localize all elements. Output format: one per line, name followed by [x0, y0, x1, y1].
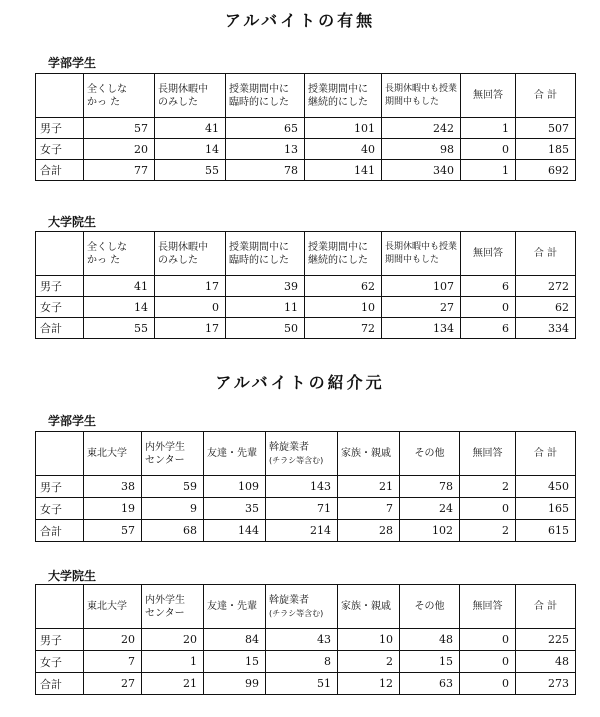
header-cell: 斡旋業者 (チラシ等含む)	[266, 585, 338, 629]
table-cell: 99	[204, 673, 266, 695]
table-cell: 78	[400, 476, 460, 498]
table-cell: 0	[460, 673, 516, 695]
table-cell: 98	[382, 139, 461, 160]
table-cell: 57	[84, 118, 155, 139]
table-cell: 77	[84, 160, 155, 181]
row-label: 男子	[36, 118, 84, 139]
table-cell: 72	[305, 318, 382, 339]
table-cell: 1	[461, 160, 516, 181]
table-cell: 102	[400, 520, 460, 542]
header-cell: 合 計	[516, 232, 576, 276]
table-subtitle-undergrad: 学部学生	[48, 414, 97, 428]
table-cell: 6	[461, 276, 516, 297]
table-cell: 141	[305, 160, 382, 181]
header-cell: 長期休暇中も授業 期間中もした	[382, 74, 461, 118]
table-cell: 1	[142, 651, 204, 673]
table-cell: 35	[204, 498, 266, 520]
header-cell: 内外学生 センター	[142, 432, 204, 476]
row-label: 女子	[36, 498, 84, 520]
table-cell: 7	[84, 651, 142, 673]
header-cell: 合 計	[516, 585, 576, 629]
row-label: 男子	[36, 476, 84, 498]
table-row	[36, 498, 576, 520]
header-corner-cell	[36, 232, 84, 276]
table-header-row	[36, 232, 576, 276]
table-cell: 242	[382, 118, 461, 139]
header-cell: 無回答	[460, 585, 516, 629]
table-cell: 48	[400, 629, 460, 651]
table-cell: 19	[84, 498, 142, 520]
table-cell: 2	[338, 651, 400, 673]
table-cell: 340	[382, 160, 461, 181]
table-row	[36, 139, 576, 160]
header-cell: 家族・親戚	[338, 585, 400, 629]
table-header-row	[36, 432, 576, 476]
header-cell: 全くしな かっ た	[84, 74, 155, 118]
table-cell: 21	[338, 476, 400, 498]
table-cell: 0	[461, 297, 516, 318]
table-cell: 62	[516, 297, 576, 318]
table-row	[36, 160, 576, 181]
header-cell: 東北大学	[84, 432, 142, 476]
table-cell: 39	[226, 276, 305, 297]
section-title-arbeit-referral: アルバイトの紹介元	[215, 373, 385, 392]
table-cell: 51	[266, 673, 338, 695]
header-cell: 長期休暇中 のみした	[155, 74, 226, 118]
table-cell: 20	[142, 629, 204, 651]
table-cell: 15	[204, 651, 266, 673]
table-cell: 20	[84, 629, 142, 651]
row-label: 女子	[36, 139, 84, 160]
table-row	[36, 476, 576, 498]
table-header-row	[36, 585, 576, 629]
table-cell: 28	[338, 520, 400, 542]
table-cell: 143	[266, 476, 338, 498]
table-cell: 55	[84, 318, 155, 339]
table-cell: 27	[84, 673, 142, 695]
header-cell: 授業期間中に 継続的にした	[305, 74, 382, 118]
table-row	[36, 118, 576, 139]
table-cell: 225	[516, 629, 576, 651]
table-cell: 0	[460, 629, 516, 651]
table-cell: 84	[204, 629, 266, 651]
header-cell: 長期休暇中も授業 期間中もした	[382, 232, 461, 276]
table-cell: 214	[266, 520, 338, 542]
header-cell: 授業期間中に 臨時的にした	[226, 232, 305, 276]
table-row	[36, 318, 576, 339]
table-cell: 15	[400, 651, 460, 673]
table-cell: 38	[84, 476, 142, 498]
table-cell: 63	[400, 673, 460, 695]
table-cell: 50	[226, 318, 305, 339]
table-cell: 6	[461, 318, 516, 339]
table-cell: 48	[516, 651, 576, 673]
row-label: 女子	[36, 297, 84, 318]
table-cell: 0	[460, 498, 516, 520]
table-row	[36, 520, 576, 542]
row-label: 合計	[36, 520, 84, 542]
section-title-arbeit-status: アルバイトの有無	[224, 11, 376, 30]
table-row	[36, 651, 576, 673]
header-cell: 友達・先輩	[204, 432, 266, 476]
table-cell: 14	[84, 297, 155, 318]
row-label: 合計	[36, 673, 84, 695]
table-cell: 507	[516, 118, 576, 139]
header-cell: 無回答	[460, 432, 516, 476]
table-cell: 107	[382, 276, 461, 297]
table-cell: 101	[305, 118, 382, 139]
table-cell: 165	[516, 498, 576, 520]
table-cell: 12	[338, 673, 400, 695]
table-subtitle-undergrad: 学部学生	[48, 56, 97, 70]
table-cell: 615	[516, 520, 576, 542]
table-cell: 1	[461, 118, 516, 139]
header-cell: 東北大学	[84, 585, 142, 629]
table-cell: 59	[142, 476, 204, 498]
header-cell: 全くしな かっ た	[84, 232, 155, 276]
table-cell: 0	[155, 297, 226, 318]
row-label: 合計	[36, 160, 84, 181]
header-cell: 無回答	[461, 74, 516, 118]
table-cell: 10	[305, 297, 382, 318]
table-subtitle-grad: 大学院生	[48, 569, 97, 583]
table-cell: 185	[516, 139, 576, 160]
table-row	[36, 673, 576, 695]
table-row	[36, 297, 576, 318]
table-cell: 10	[338, 629, 400, 651]
row-label: 男子	[36, 629, 84, 651]
table-header-row	[36, 74, 576, 118]
table-cell: 41	[155, 118, 226, 139]
table-subtitle-grad: 大学院生	[48, 215, 97, 229]
header-corner-cell	[36, 585, 84, 629]
table-arbeit-referral-undergrad	[35, 431, 576, 542]
table-cell: 62	[305, 276, 382, 297]
table-cell: 17	[155, 276, 226, 297]
table-cell: 2	[460, 520, 516, 542]
header-cell: 友達・先輩	[204, 585, 266, 629]
header-corner-cell	[36, 432, 84, 476]
table-cell: 57	[84, 520, 142, 542]
table-cell: 55	[155, 160, 226, 181]
table-cell: 334	[516, 318, 576, 339]
table-arbeit-status-grad	[35, 231, 576, 339]
table-cell: 41	[84, 276, 155, 297]
header-cell: 授業期間中に 継続的にした	[305, 232, 382, 276]
table-cell: 7	[338, 498, 400, 520]
table-cell: 0	[461, 139, 516, 160]
header-cell: その他	[400, 432, 460, 476]
header-cell: 長期休暇中 のみした	[155, 232, 226, 276]
table-cell: 43	[266, 629, 338, 651]
header-cell: 合 計	[516, 432, 576, 476]
table-cell: 17	[155, 318, 226, 339]
table-cell: 8	[266, 651, 338, 673]
header-cell: 無回答	[461, 232, 516, 276]
table-cell: 692	[516, 160, 576, 181]
table-row	[36, 276, 576, 297]
table-cell: 68	[142, 520, 204, 542]
table-cell: 2	[460, 476, 516, 498]
table-cell: 40	[305, 139, 382, 160]
header-cell: 授業期間中に 臨時的にした	[226, 74, 305, 118]
table-cell: 11	[226, 297, 305, 318]
table-cell: 21	[142, 673, 204, 695]
row-label: 合計	[36, 318, 84, 339]
table-cell: 9	[142, 498, 204, 520]
table-cell: 71	[266, 498, 338, 520]
table-cell: 450	[516, 476, 576, 498]
table-cell: 109	[204, 476, 266, 498]
table-cell: 13	[226, 139, 305, 160]
table-cell: 27	[382, 297, 461, 318]
table-row	[36, 629, 576, 651]
table-cell: 24	[400, 498, 460, 520]
table-cell: 273	[516, 673, 576, 695]
header-cell: 家族・親戚	[338, 432, 400, 476]
table-cell: 0	[460, 651, 516, 673]
table-cell: 65	[226, 118, 305, 139]
table-cell: 134	[382, 318, 461, 339]
header-cell: 合 計	[516, 74, 576, 118]
row-label: 男子	[36, 276, 84, 297]
row-label: 女子	[36, 651, 84, 673]
table-arbeit-referral-grad	[35, 584, 576, 695]
header-cell: 内外学生 センター	[142, 585, 204, 629]
header-cell: 斡旋業者 (チラシ等含む)	[266, 432, 338, 476]
table-cell: 272	[516, 276, 576, 297]
table-cell: 144	[204, 520, 266, 542]
header-cell: その他	[400, 585, 460, 629]
table-cell: 78	[226, 160, 305, 181]
header-corner-cell	[36, 74, 84, 118]
table-cell: 20	[84, 139, 155, 160]
table-cell: 14	[155, 139, 226, 160]
table-arbeit-status-undergrad	[35, 73, 576, 181]
